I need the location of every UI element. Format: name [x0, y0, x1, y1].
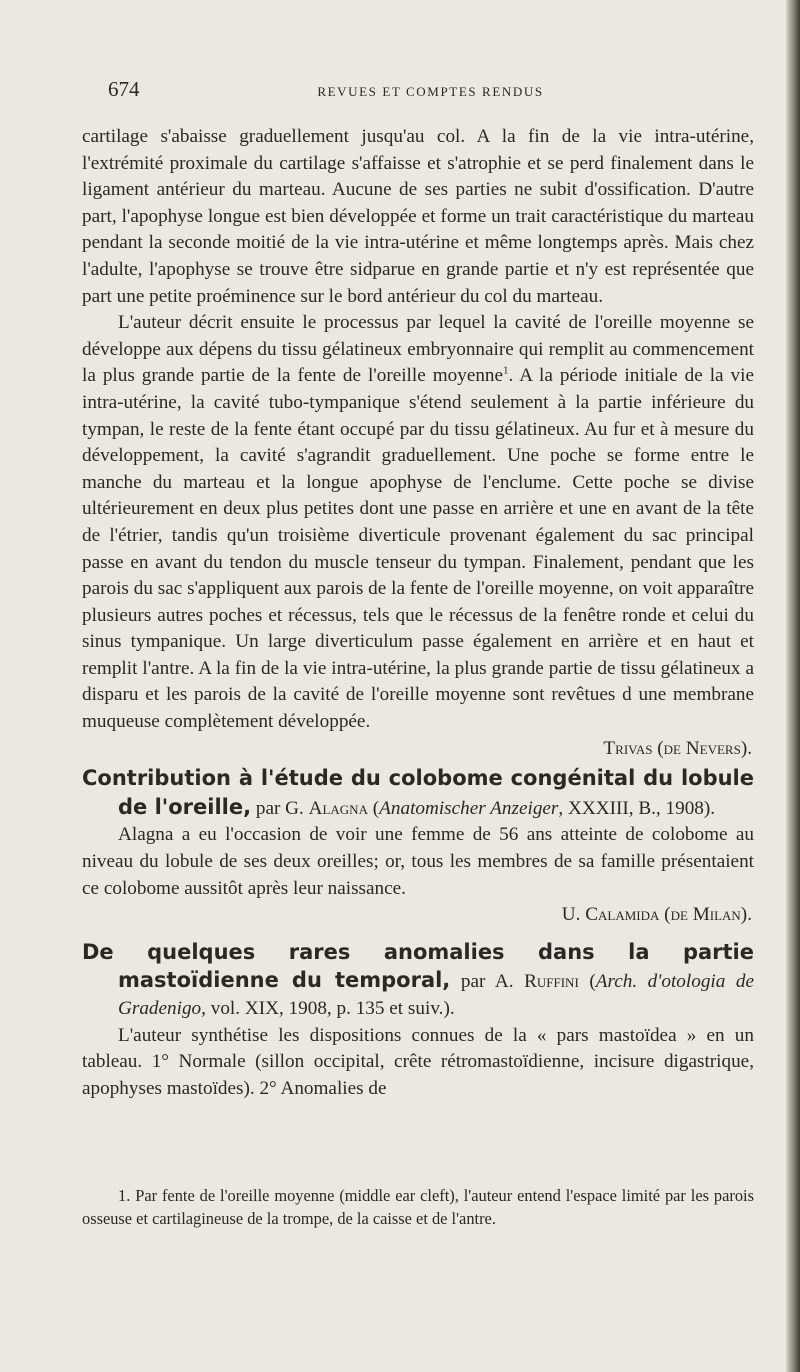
- signature-trivas: Trivas (de Nevers).: [603, 737, 752, 759]
- page-edge-shadow: [786, 0, 800, 1372]
- reference-text: , vol. XIX, 1908, p. 135 et suiv.).: [201, 998, 455, 1019]
- footnote-text: 1. Par fente de l'oreille moyenne (middle ear cleft), l'auteur entend l'espace limité par les parois osseuse et cartilagineuse de la trompe, de la caisse et de l'antre.: [82, 1186, 754, 1228]
- footnote: [82, 1185, 754, 1230]
- author-name: Ruffini: [524, 971, 579, 993]
- paragraph-text: . A la période initiale de la vie intra-utérine, la cavité tubo-tympanique s'étend seulement à la partie inférieure du tympan, le reste de la fente étant occupé par du tissu gélatineux. Au fur et à mesure du développement, la cavité s'agrandit graduellement. Une poche se forme entre le manche du marteau et la longue apophyse de l'enclume. Cette poche se divise ultérieurement en deux plus petites dont une passe en arrière et une en avant de la tête de l'étrier, tandis qu'un troisième diverticule provenant également du sac principal passe en avant du tendon du muscle tenseur du tympan. Finalement, pendant que les parois du sac s'appliquent aux parois de la fente de l'oreille moyenne, on voit apparaître plusieurs autres poches et récessus, tels que le récessus de la fenêtre ronde et celui du sinus tympanique. Un large diverticulum passe également en arrière et en haut et remplit l'antre. A la fin de la vie intra-utérine, la plus grande partie de tissu gélatineux a disparu et les parois de la cavité de l'oreille moyenne sont revêtues d une membrane muqueuse complètement développée.: [82, 365, 754, 733]
- reference-text: par G.: [251, 797, 309, 819]
- running-title: REVUES ET COMPTES RENDUS: [317, 84, 544, 99]
- article-heading-mastoid: [82, 939, 754, 1023]
- page-header: [108, 77, 753, 109]
- paragraph-text: L'auteur décrit ensuite le processus par lequel la cavité de l'oreille moyenne se développe aux dépens du tissu gélatineux embryonnaire qui remplit au commencement la plus grande partie de la fente de l'oreille moyenne: [82, 312, 754, 387]
- paragraph-colobome: Alagna a eu l'occasion de voir une femme de 56 ans atteinte de colobome au niveau du lobule de ses deux oreilles; or, tous les membres de sa famille présentaient ce colobome aussitôt après leur naissance.: [82, 824, 754, 899]
- reference-text: par A.: [450, 971, 525, 993]
- reference-text: , XXXIII, B., 1908).: [558, 797, 716, 819]
- paragraph-middle-ear: [82, 310, 754, 736]
- journal-name: Arch. d'otologia de Gradenigo: [118, 971, 755, 1019]
- signature-calamida: U. Calamida (de Milan).: [561, 904, 752, 926]
- reference-text: (: [578, 971, 596, 993]
- article-title: Contribution à l'étude du colobome congénital du lobule de l'oreille,: [82, 766, 754, 819]
- journal-name: Anatomischer Anzeiger: [379, 797, 559, 819]
- paragraph-mastoid: L'auteur synthétise les dispositions connues de la « pars mastoïdea » en un tableau. 1° Normale (sillon occipital, crête rétromastoïdienne, incisure digastrique, apophyses mastoïdes). 2° Anomalies de: [82, 1024, 754, 1099]
- article-body: [82, 124, 754, 1102]
- paragraph-cartilage: cartilage s'abaisse graduellement jusqu'au col. A la fin de la vie intra-utérine, l'extrémité proximale du cartilage s'affaisse et s'atrophie et se perd finalement dans le ligament antérieur du marteau. Aucune de ses parties ne subit d'ossification. D'autre part, l'apophyse longue est bien développée et forme un trait caractéristique du marteau pendant la seconde moitié de la vie intra-utérine et même longtemps après. Mais chez l'adulte, l'apophyse se trouve être sidparue en grande partie et n'y est représentée que part une petite proéminence sur le bord antérieur du col du marteau.: [82, 126, 754, 307]
- page-number: 674: [108, 77, 140, 101]
- footnote-ref[interactable]: 1: [503, 364, 509, 377]
- reference-text: (: [367, 797, 380, 819]
- article-heading-colobome: [82, 765, 754, 822]
- author-name: Alagna: [308, 797, 368, 819]
- article-title: De quelques rares anomalies dans la partie mastoïdienne du temporal,: [82, 939, 754, 993]
